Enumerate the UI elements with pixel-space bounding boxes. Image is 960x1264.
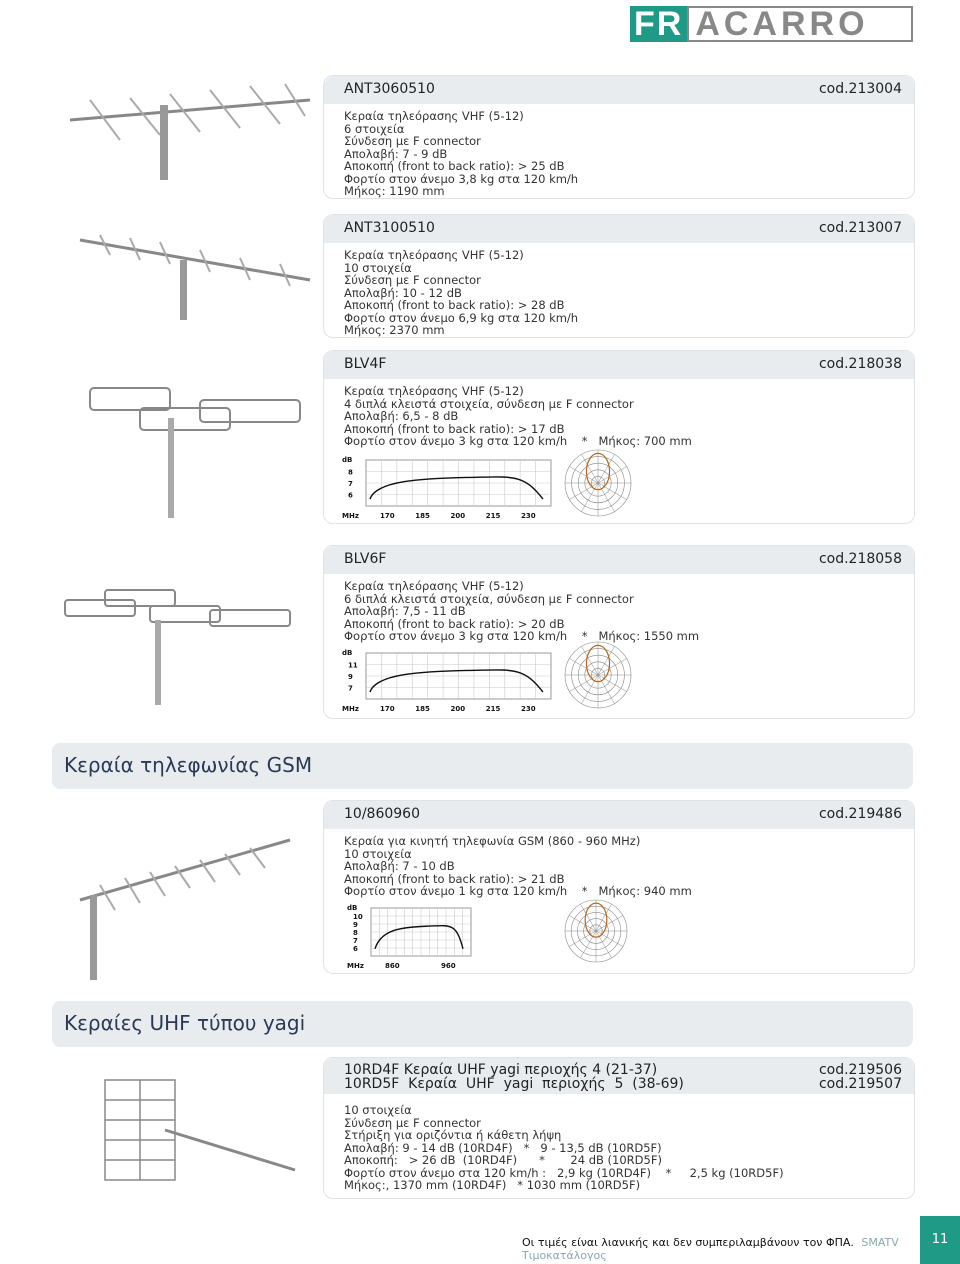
product-code: cod.213007 <box>818 220 902 236</box>
chart-x-tick: 200 <box>450 512 466 520</box>
product-description: Κεραία τηλεόρασης VHF (5-12) 6 διπλά κλειστά στοιχεία, σύνδεση με F connector Απολαβή: 7,5 - 11 dB Αποκοπή (front to back ratio): > 20 dB Φορτίο στον άνεμο 3 kg στα 120 km/h * Μήκος: 1550 mm <box>344 579 700 643</box>
product-code: cod.219486 <box>818 806 902 822</box>
product-code: cod.219506 cod.219507 <box>818 1062 902 1092</box>
gain-chart-blv6f <box>340 645 555 713</box>
chart-y-tick: 8 <box>353 929 358 937</box>
section-header-gsm <box>52 743 913 789</box>
antenna-image-blv6f <box>60 580 300 705</box>
product-name: ANT3100510 <box>344 220 435 236</box>
page-number: 11 <box>920 1216 960 1264</box>
logo-part-b: ACARRO <box>687 6 913 42</box>
chart-y-tick: 9 <box>348 673 353 681</box>
polar-diagram-blv4f <box>563 448 633 518</box>
product-card-ant3060510 <box>323 75 915 199</box>
product-card-uhf-yagi <box>323 1057 915 1199</box>
product-card-ant3100510 <box>323 214 915 338</box>
antenna-image-uhf-yagi <box>95 1070 305 1200</box>
product-code: cod.218058 <box>818 551 902 567</box>
chart-y-tick: 10 <box>353 913 363 921</box>
chart-x-tick: 230 <box>521 705 536 713</box>
chart-y-tick: 9 <box>353 921 358 929</box>
chart-x-tick: 960 <box>441 962 456 970</box>
catalog-name: SMATV Τιμοκατάλογος <box>522 1236 899 1262</box>
chart-x-tick: 185 <box>415 512 430 520</box>
logo-part-a: FR <box>630 6 687 42</box>
price-note: Οι τιμές είναι λιανικής και δεν συμπεριλαμβάνουν τον ΦΠΑ. <box>522 1236 854 1249</box>
product-description: Κεραία τηλεόρασης VHF (5-12) 6 στοιχεία Σύνδεση με F connector Απολαβή: 7 - 9 dB Αποκοπή (front to back ratio): > 25 dB Φορτίο στον άνεμο 3,8 kg στα 120 km/h Μήκος: 1190 mm <box>344 109 579 198</box>
product-name: 10RD4F Κεραία UHF yagi περιοχής 4 (21-37) 10RD5F Κεραία UHF yagi περιοχής 5 (38-69) <box>344 1062 684 1092</box>
chart-y-tick: 6 <box>353 945 358 953</box>
chart-y-unit: dB <box>342 456 353 464</box>
gain-chart-blv4f <box>340 452 555 520</box>
chart-x-tick: 230 <box>521 512 536 520</box>
product-description: 10 στοιχεία Σύνδεση με F connector Στήριξη για οριζόντια ή κάθετη λήψη Απολαβή: 9 - 14 dB (10RD4F) * 9 - 13,5 dB (10RD5F) Αποκοπή: > 26 dB (10RD4F) * 24 dB (10RD5F) Φορτίο στον άνεμο στα 120 km/h : 2,9 kg (10RD4F) * 2,5 kg (10RD5F) Μήκος:, 1370 mm (10RD4F) * 1030 mm (10RD5F) <box>344 1103 784 1192</box>
section-title: Κεραίες UHF τύπου yagi <box>64 1011 306 1035</box>
chart-y-tick: 7 <box>353 937 358 945</box>
gain-chart-gsm <box>345 900 475 970</box>
product-description: Κεραία για κινητή τηλεφωνία GSM (860 - 960 MHz) 10 στοιχεία Απολαβή: 7 - 10 dB Αποκοπή (front to back ratio): > 21 dB Φορτίο στον άνεμο 1 kg στα 120 km/h * Μήκος: 940 mm <box>344 834 692 898</box>
chart-x-tick: 215 <box>485 705 501 713</box>
chart-x-tick: 185 <box>415 705 430 713</box>
polar-diagram-blv6f <box>563 640 633 710</box>
chart-x-tick: 215 <box>485 512 501 520</box>
product-description: Κεραία τηλεόρασης VHF (5-12) 4 διπλά κλειστά στοιχεία, σύνδεση με F connector Απολαβή: 6,5 - 8 dB Αποκοπή (front to back ratio): > 17 dB Φορτίο στον άνεμο 3 kg στα 120 km/h * Μήκος: 700 mm <box>344 384 692 448</box>
product-name: ANT3060510 <box>344 81 435 97</box>
product-description: Κεραία τηλεόρασης VHF (5-12) 10 στοιχεία Σύνδεση με F connector Απολαβή: 10 - 12 dB Αποκοπή (front to back ratio): > 28 dB Φορτίο στον άνεμο 6,9 kg στα 120 km/h Μήκος: 2370 mm <box>344 248 579 337</box>
antenna-image-ant3060510 <box>60 80 320 180</box>
polar-diagram-gsm <box>563 898 629 964</box>
product-name: BLV4F <box>344 356 387 372</box>
antenna-image-ant3100510 <box>70 230 320 320</box>
chart-y-tick: 7 <box>348 480 353 488</box>
chart-x-unit: MHz <box>347 962 364 970</box>
chart-y-tick: 8 <box>348 468 353 477</box>
antenna-image-blv4f <box>80 378 310 518</box>
product-code: cod.218038 <box>818 356 902 372</box>
product-name: 10/860960 <box>344 806 420 822</box>
chart-y-tick: 7 <box>348 684 353 693</box>
chart-y-tick: 6 <box>348 491 353 500</box>
section-header-uhf <box>52 1001 913 1047</box>
antenna-image-gsm <box>70 830 300 980</box>
chart-x-unit: MHz <box>342 512 359 520</box>
chart-x-tick: 200 <box>450 705 466 713</box>
chart-x-tick: 170 <box>380 512 395 520</box>
chart-y-unit: dB <box>347 904 358 912</box>
footer-note <box>522 1236 960 1262</box>
section-title: Κεραία τηλεφωνίας GSM <box>64 753 313 777</box>
product-code: cod.213004 <box>818 81 902 97</box>
chart-x-unit: MHz <box>342 705 359 713</box>
product-name: BLV6F <box>344 551 387 567</box>
brand-logo <box>630 6 913 42</box>
chart-y-unit: dB <box>342 649 353 657</box>
chart-x-tick: 860 <box>385 962 400 970</box>
chart-y-tick: 11 <box>348 661 358 670</box>
chart-x-tick: 170 <box>380 705 395 713</box>
